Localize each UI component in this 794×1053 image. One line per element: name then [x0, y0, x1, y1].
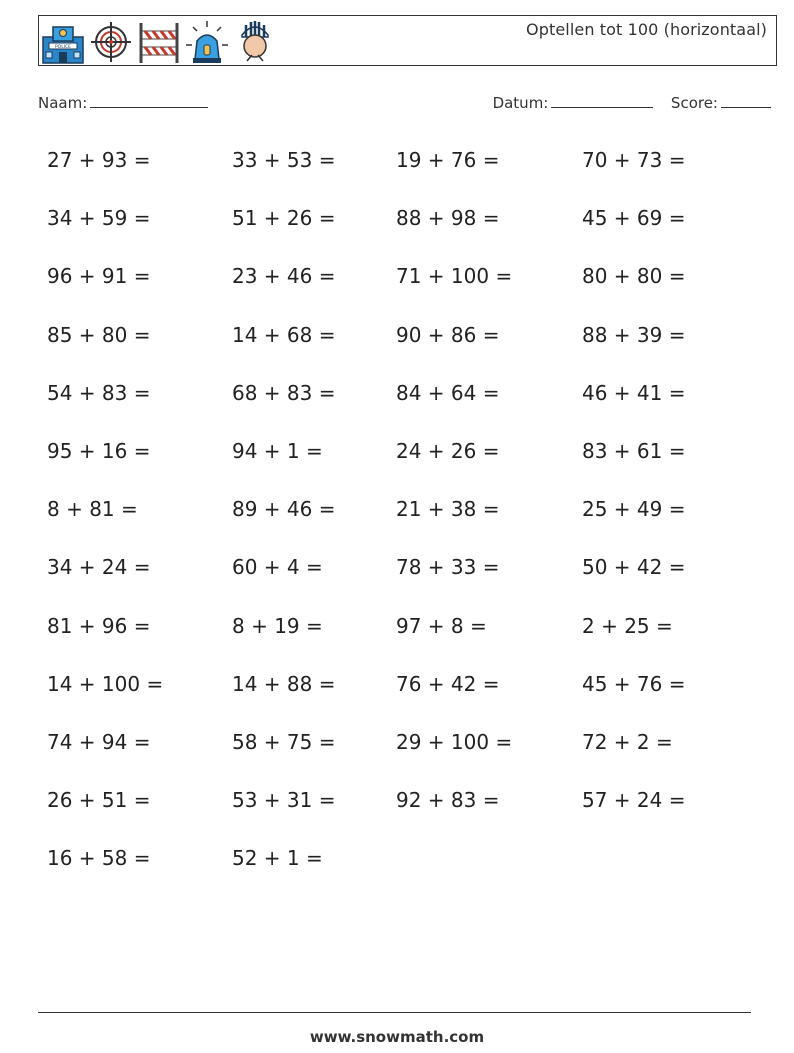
problem-item: 68 + 83 =: [232, 380, 336, 405]
problem-item: 78 + 33 =: [396, 555, 500, 580]
problem-item: 84 + 64 =: [396, 380, 500, 405]
problem-item: 54 + 83 =: [47, 380, 151, 405]
problem-item: 34 + 24 =: [47, 555, 151, 580]
problem-item: 70 + 73 =: [582, 148, 686, 172]
problem-item: 71 + 100 =: [396, 264, 513, 289]
problem-item: 85 + 80 =: [47, 322, 151, 347]
footer-url: www.snowmath.com: [309, 1028, 485, 1046]
problem-item: 33 + 53 =: [232, 148, 336, 172]
worksheet-title: Optellen tot 100 (horizontaal): [526, 20, 767, 39]
problem-item: 14 + 100 =: [47, 671, 164, 696]
name-label: Naam:: [38, 94, 88, 112]
date-label: Datum:: [492, 94, 549, 112]
problem-item: 88 + 39 =: [582, 322, 686, 347]
problem-item: 23 + 46 =: [232, 264, 336, 289]
problem-item: 21 + 38 =: [396, 497, 500, 522]
problem-item: 72 + 2 =: [582, 730, 673, 754]
problem-item: 81 + 96 =: [47, 613, 151, 638]
problem-item: 95 + 16 =: [47, 439, 151, 463]
footer-divider: [38, 1012, 751, 1013]
problem-item: 8 + 81 =: [47, 497, 138, 522]
problem-item: 96 + 91 =: [47, 264, 151, 289]
problem-item: 19 + 76 =: [396, 148, 500, 172]
problem-item: 2 + 25 =: [582, 613, 673, 638]
problem-item: 8 + 19 =: [232, 613, 323, 638]
problem-item: 57 + 24 =: [582, 788, 686, 813]
problem-item: 53 + 31 =: [232, 788, 336, 813]
problem-item: 76 + 42 =: [396, 671, 500, 696]
problem-item: 80 + 80 =: [582, 264, 686, 289]
problem-item: 58 + 75 =: [232, 730, 336, 754]
problem-item: 46 + 41 =: [582, 380, 686, 405]
problem-item: 29 + 100 =: [396, 730, 513, 754]
problem-item: 97 + 8 =: [396, 613, 487, 638]
problem-item: 50 + 42 =: [582, 555, 686, 580]
score-label: Score:: [670, 94, 718, 112]
problem-item: 25 + 49 =: [582, 497, 686, 522]
problem-item: 45 + 76 =: [582, 671, 686, 696]
problem-item: 88 + 98 =: [396, 206, 500, 231]
problem-item: 14 + 88 =: [232, 671, 336, 696]
problem-item: 51 + 26 =: [232, 206, 336, 231]
problem-item: 26 + 51 =: [47, 788, 151, 813]
svg-text:POLICE: POLICE: [54, 45, 72, 50]
problem-item: 16 + 58 =: [47, 846, 151, 871]
problem-item: 92 + 83 =: [396, 788, 500, 813]
problem-item: 74 + 94 =: [47, 730, 151, 754]
problem-item: 90 + 86 =: [396, 322, 500, 347]
problem-item: 89 + 46 =: [232, 497, 336, 522]
problem-item: 94 + 1 =: [232, 439, 323, 463]
problem-item: 24 + 26 =: [396, 439, 500, 463]
problem-item: 60 + 4 =: [232, 555, 323, 580]
problem-item: 52 + 1 =: [232, 846, 323, 871]
problem-item: 45 + 69 =: [582, 206, 686, 231]
problem-item: 14 + 68 =: [232, 322, 336, 347]
problem-item: 27 + 93 =: [47, 148, 151, 172]
problem-item: 34 + 59 =: [47, 206, 151, 231]
problem-item: 83 + 61 =: [582, 439, 686, 463]
